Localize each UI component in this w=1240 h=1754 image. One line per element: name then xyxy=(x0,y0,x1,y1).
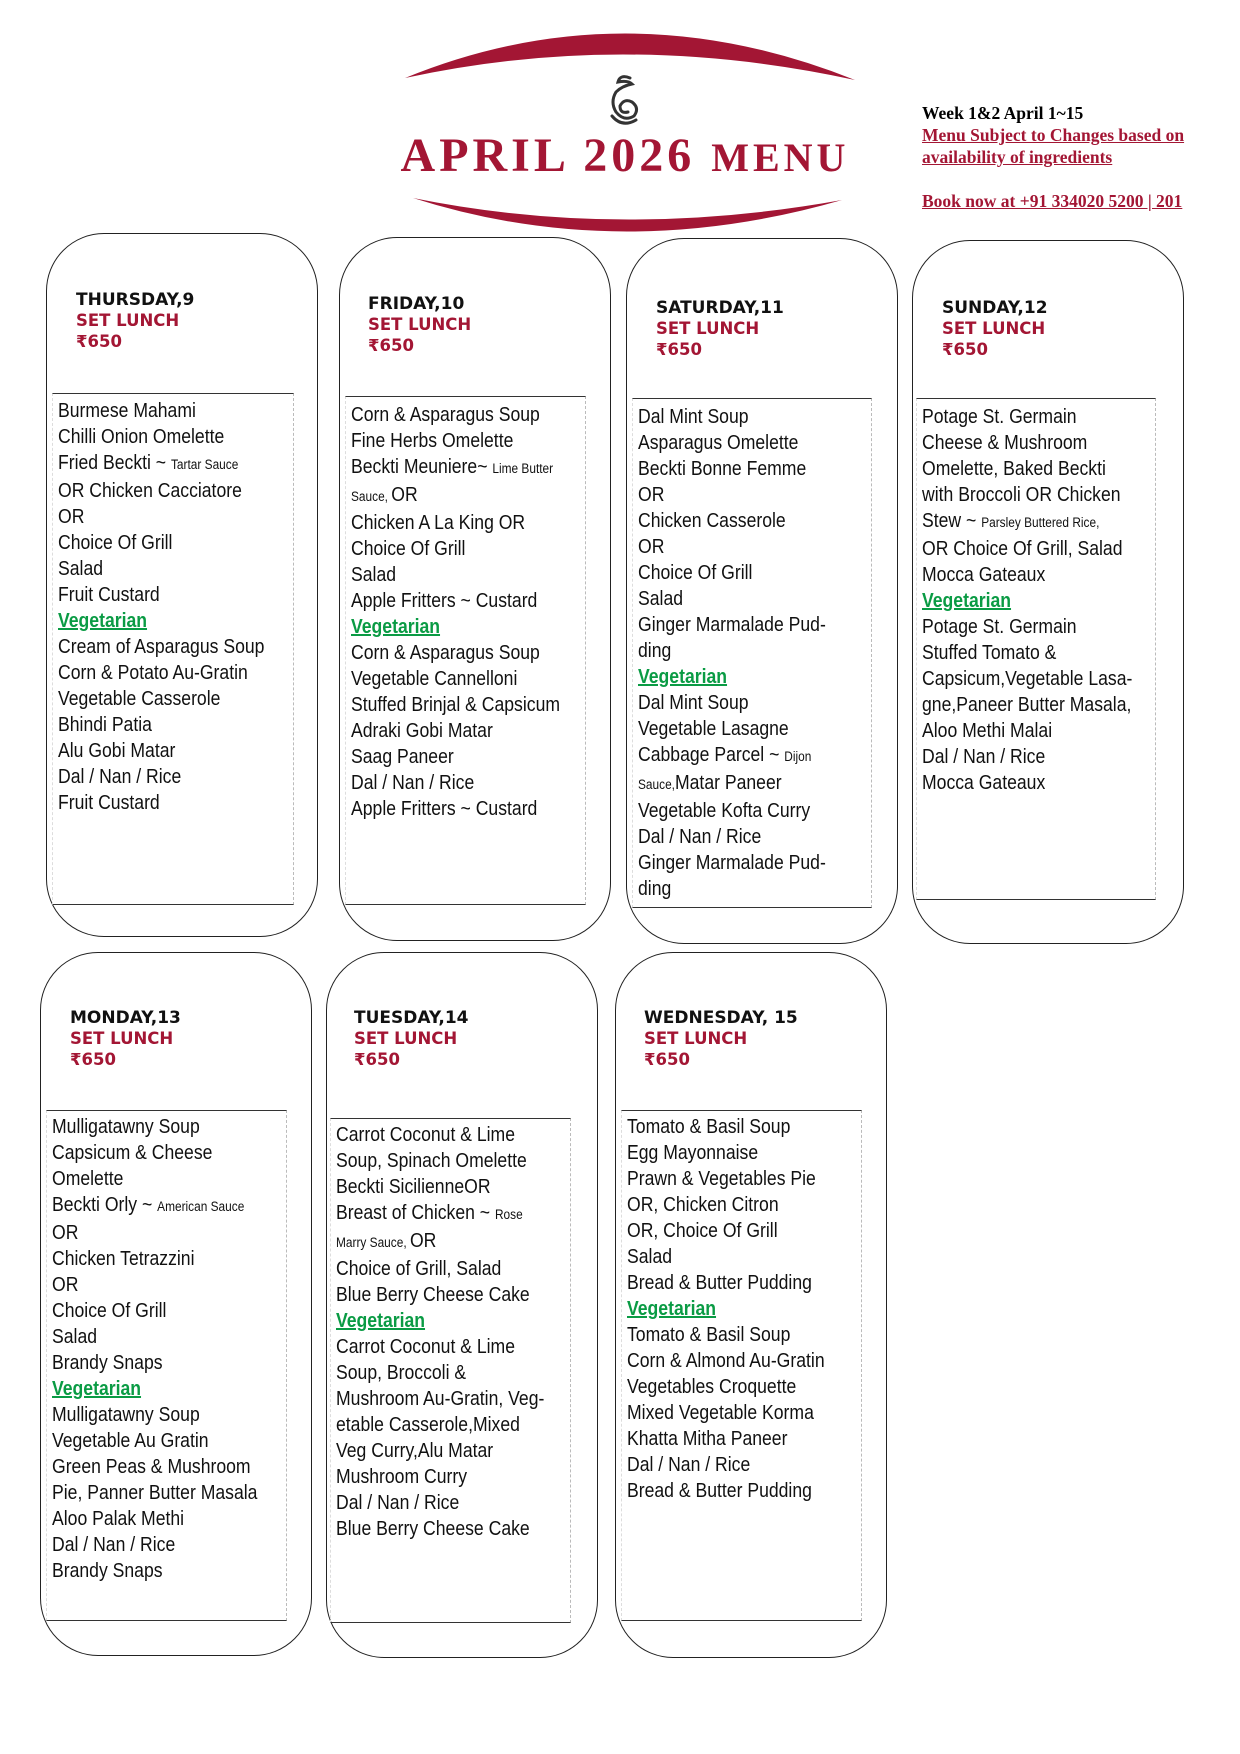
day-title: MONDAY,13 xyxy=(70,1008,181,1028)
menu-item-text: with Broccoli OR Chicken xyxy=(922,484,1121,506)
menu-item xyxy=(922,718,1132,744)
menu-item xyxy=(52,1298,257,1324)
menu-item xyxy=(336,1386,544,1412)
menu-item-text: Dal / Nan / Rice xyxy=(922,746,1046,768)
menu-item-note: Dijon xyxy=(784,749,812,764)
menu-item xyxy=(638,638,826,664)
menu-item-text: Stuffed Tomato & xyxy=(922,642,1057,664)
menu-item-text: Beckti Orly ~ xyxy=(52,1194,158,1216)
menu-item-note: Parsley Buttered Rice, xyxy=(981,515,1100,530)
menu-item-text: Soup, Broccoli & xyxy=(336,1362,467,1384)
menu-item-text: Alu Gobi Matar xyxy=(58,740,176,762)
menu-item xyxy=(638,430,826,456)
menu-item xyxy=(336,1282,544,1308)
menu-item xyxy=(638,508,826,534)
menu-item-text: Vegetable Kofta Curry xyxy=(638,800,811,822)
menu-item xyxy=(58,424,264,450)
menu-item-note: Tartar Sauce xyxy=(170,457,239,472)
menu-item-text: Fruit Custard xyxy=(58,584,160,606)
menu-item-text: Bhindi Patia xyxy=(58,714,152,736)
menu-item xyxy=(638,586,826,612)
menu-item-text: Omelette xyxy=(52,1168,124,1190)
menu-item xyxy=(922,770,1132,796)
availability-note: Menu Subject to Changes based on availability of ingredients xyxy=(922,125,1185,167)
menu-item-text: Chicken A La King OR xyxy=(351,512,526,534)
menu-item-text: OR xyxy=(52,1274,79,1296)
menu-item xyxy=(336,1174,544,1200)
menu-item xyxy=(52,1192,257,1220)
menu-item xyxy=(52,1454,257,1480)
menu-item-text: Burmese Mahami xyxy=(58,400,196,422)
menu-item xyxy=(58,478,264,504)
menu-item-text: Pie, Panner Butter Masala xyxy=(52,1482,258,1504)
set-lunch-label: SET LUNCH xyxy=(354,1029,458,1048)
menu-item xyxy=(351,770,560,796)
menu-item xyxy=(351,536,560,562)
menu-item xyxy=(638,482,826,508)
menu-item-text: Apple Fritters ~ Custard xyxy=(351,798,538,820)
menu-item-text: Carrot Coconut & Lime xyxy=(336,1124,516,1146)
menu-item-text: OR Choice Of Grill, Salad xyxy=(922,538,1123,560)
menu-item-note: Marry Sauce, xyxy=(336,1235,410,1250)
menu-item-text: Corn & Almond Au-Gratin xyxy=(627,1350,825,1372)
menu-item-text: Breast of Chicken ~ xyxy=(336,1202,495,1224)
menu-item xyxy=(336,1516,544,1542)
menu-item-text: Salad xyxy=(638,588,684,610)
menu-item xyxy=(638,798,826,824)
menu-item xyxy=(922,482,1132,508)
menu-item xyxy=(627,1244,825,1270)
menu-item-text: Capsicum,Vegetable Lasa- xyxy=(922,668,1133,690)
set-lunch-label: SET LUNCH xyxy=(644,1029,748,1048)
menu-item-text: Salad xyxy=(58,558,104,580)
menu-item xyxy=(58,398,264,424)
menu-item xyxy=(922,404,1132,430)
menu-item xyxy=(627,1322,825,1348)
day-title: SATURDAY,11 xyxy=(656,298,784,318)
menu-item-text: OR, Chicken Citron xyxy=(627,1194,779,1216)
menu-item-text: Blue Berry Cheese Cake xyxy=(336,1284,530,1306)
menu-item xyxy=(638,742,826,770)
menu-item xyxy=(58,790,264,816)
vegetarian-heading: Vegetarian xyxy=(336,1310,426,1332)
set-lunch-label: SET LUNCH xyxy=(70,1029,174,1048)
menu-item xyxy=(627,1452,825,1478)
menu-item-text: Saag Paneer xyxy=(351,746,454,768)
price: ₹650 xyxy=(354,1050,400,1069)
menu-list xyxy=(627,1114,825,1504)
menu-item-text: Bread & Butter Pudding xyxy=(627,1480,812,1502)
menu-item-note: American Sauce xyxy=(157,1199,245,1214)
menu-item-text: Mushroom Curry xyxy=(336,1466,468,1488)
day-title: WEDNESDAY, 15 xyxy=(644,1008,798,1028)
menu-item xyxy=(627,1426,825,1452)
menu-item xyxy=(351,402,560,428)
price: ₹650 xyxy=(656,340,702,359)
menu-item xyxy=(336,1490,544,1516)
menu-item-text: etable Casserole,Mixed xyxy=(336,1414,520,1436)
menu-item xyxy=(336,1148,544,1174)
day-card-header xyxy=(368,294,471,356)
menu-item-text: Mulligatawny Soup xyxy=(52,1116,200,1138)
menu-item xyxy=(627,1270,825,1296)
menu-item xyxy=(351,588,560,614)
menu-item xyxy=(351,562,560,588)
menu-item xyxy=(58,556,264,582)
menu-item xyxy=(58,764,264,790)
menu-item xyxy=(351,482,560,510)
menu-item xyxy=(336,1256,544,1282)
day-card-header xyxy=(942,298,1048,360)
menu-item-text: Carrot Coconut & Lime xyxy=(336,1336,516,1358)
menu-item-text: Egg Mayonnaise xyxy=(627,1142,759,1164)
menu-item-text: Cream of Asparagus Soup xyxy=(58,636,265,658)
menu-item xyxy=(58,686,264,712)
menu-item-text: Apple Fritters ~ Custard xyxy=(351,590,538,612)
menu-item-text: Vegetable Casserole xyxy=(58,688,221,710)
menu-item-text: Green Peas & Mushroom xyxy=(52,1456,251,1478)
menu-item xyxy=(351,744,560,770)
menu-item xyxy=(336,1412,544,1438)
menu-item-text: Choice of Grill, Salad xyxy=(336,1258,502,1280)
menu-item-text: Stuffed Brinjal & Capsicum xyxy=(351,694,561,716)
menu-item-text: Chicken Casserole xyxy=(638,510,786,532)
menu-item-text: Khatta Mitha Paneer xyxy=(627,1428,788,1450)
menu-item xyxy=(922,456,1132,482)
menu-item-text: OR xyxy=(638,484,665,506)
day-card-header xyxy=(70,1008,181,1070)
menu-item xyxy=(58,712,264,738)
price: ₹650 xyxy=(76,332,122,351)
menu-item xyxy=(58,582,264,608)
menu-item-text: Ginger Marmalade Pud- xyxy=(638,852,826,874)
menu-item-text: Mixed Vegetable Korma xyxy=(627,1402,814,1424)
vegetarian-heading: Vegetarian xyxy=(52,1378,142,1400)
menu-item-text: OR xyxy=(58,506,85,528)
menu-item xyxy=(922,666,1132,692)
menu-item xyxy=(52,1166,257,1192)
menu-list xyxy=(922,404,1132,796)
menu-item-note: Rose xyxy=(494,1207,523,1222)
menu-list xyxy=(58,398,264,816)
menu-item-text: Brandy Snaps xyxy=(52,1560,163,1582)
day-title: THURSDAY,9 xyxy=(76,290,195,310)
menu-item xyxy=(351,718,560,744)
menu-item-text: OR xyxy=(638,536,665,558)
menu-item xyxy=(922,508,1132,536)
menu-list xyxy=(638,404,826,902)
menu-list xyxy=(336,1122,544,1542)
menu-item xyxy=(336,1334,544,1360)
menu-item xyxy=(52,1220,257,1246)
menu-item-text: Dal / Nan / Rice xyxy=(58,766,182,788)
menu-item xyxy=(52,1114,257,1140)
menu-item xyxy=(52,1532,257,1558)
header-info xyxy=(922,102,1234,212)
menu-item-text: Ginger Marmalade Pud- xyxy=(638,614,826,636)
menu-item-text: Salad xyxy=(351,564,397,586)
menu-item xyxy=(627,1114,825,1140)
menu-item xyxy=(336,1228,544,1256)
day-card-header xyxy=(354,1008,469,1070)
menu-item xyxy=(627,1140,825,1166)
menu-item-text: Potage St. Germain xyxy=(922,616,1077,638)
menu-item xyxy=(922,614,1132,640)
menu-item-text: Dal / Nan / Rice xyxy=(351,772,475,794)
menu-item-text: Dal Mint Soup xyxy=(638,406,749,428)
day-card-header xyxy=(76,290,194,352)
menu-item-text: Corn & Asparagus Soup xyxy=(351,404,540,426)
menu-item-text: Dal / Nan / Rice xyxy=(638,826,762,848)
menu-item-text: Mulligatawny Soup xyxy=(52,1404,200,1426)
price: ₹650 xyxy=(644,1050,690,1069)
menu-item xyxy=(922,744,1132,770)
menu-item-text: Fine Herbs Omelette xyxy=(351,430,514,452)
page-title: APRIL 2026 MENU xyxy=(400,129,850,182)
menu-item xyxy=(638,404,826,430)
menu-item xyxy=(351,640,560,666)
day-title: SUNDAY,12 xyxy=(942,298,1048,318)
menu-item xyxy=(52,1428,257,1454)
menu-item-text: Beckti SicilienneOR xyxy=(336,1176,491,1198)
menu-item xyxy=(58,504,264,530)
menu-item xyxy=(58,660,264,686)
menu-item xyxy=(351,428,560,454)
menu-item xyxy=(627,1348,825,1374)
menu-item-text: Chicken Tetrazzini xyxy=(52,1248,195,1270)
menu-item xyxy=(336,1122,544,1148)
menu-item-text: Beckti Meuniere~ xyxy=(351,456,493,478)
menu-item xyxy=(351,692,560,718)
day-card-header xyxy=(656,298,784,360)
menu-item xyxy=(351,666,560,692)
menu-item xyxy=(627,1166,825,1192)
menu-item xyxy=(922,536,1132,562)
menu-item-text: Dal / Nan / Rice xyxy=(52,1534,176,1556)
menu-item xyxy=(922,692,1132,718)
menu-item xyxy=(638,560,826,586)
menu-item-text: OR xyxy=(409,1230,437,1252)
menu-item-text: Potage St. Germain xyxy=(922,406,1077,428)
menu-item-text: Chilli Onion Omelette xyxy=(58,426,225,448)
menu-item xyxy=(52,1324,257,1350)
menu-item-text: Choice Of Grill xyxy=(638,562,753,584)
set-lunch-label: SET LUNCH xyxy=(656,319,760,338)
menu-item xyxy=(638,716,826,742)
menu-item xyxy=(52,1506,257,1532)
menu-item xyxy=(351,510,560,536)
menu-item xyxy=(336,1438,544,1464)
menu-item-text: Omelette, Baked Beckti xyxy=(922,458,1106,480)
menu-item xyxy=(52,1272,257,1298)
menu-item-text: Vegetable Lasagne xyxy=(638,718,789,740)
menu-item-text: Veg Curry,Alu Matar xyxy=(336,1440,494,1462)
menu-item-text: Dal / Nan / Rice xyxy=(627,1454,751,1476)
menu-item xyxy=(638,770,826,798)
menu-item xyxy=(52,1402,257,1428)
menu-item-text: Mocca Gateaux xyxy=(922,772,1046,794)
menu-item xyxy=(627,1400,825,1426)
menu-item xyxy=(627,1192,825,1218)
price: ₹650 xyxy=(368,336,414,355)
menu-item-text: Dal / Nan / Rice xyxy=(336,1492,460,1514)
menu-item-text: OR xyxy=(52,1222,79,1244)
menu-item xyxy=(922,562,1132,588)
menu-item xyxy=(351,796,560,822)
menu-item xyxy=(627,1374,825,1400)
menu-item-text: Soup, Spinach Omelette xyxy=(336,1150,527,1172)
vegetarian-heading: Vegetarian xyxy=(351,616,441,638)
menu-item xyxy=(58,738,264,764)
vegetarian-heading: Vegetarian xyxy=(638,666,728,688)
menu-item-text: Beckti Bonne Femme xyxy=(638,458,807,480)
menu-item-text: gne,Paneer Butter Masala, xyxy=(922,694,1132,716)
price: ₹650 xyxy=(70,1050,116,1069)
menu-item xyxy=(627,1478,825,1504)
menu-item xyxy=(638,456,826,482)
menu-item-text: Corn & Asparagus Soup xyxy=(351,642,540,664)
menu-item-text: Vegetables Croquette xyxy=(627,1376,797,1398)
menu-item xyxy=(638,612,826,638)
menu-item-text: Aloo Palak Methi xyxy=(52,1508,185,1530)
day-title: FRIDAY,10 xyxy=(368,294,465,314)
menu-item-text: Brandy Snaps xyxy=(52,1352,163,1374)
menu-list xyxy=(351,402,560,822)
menu-item-text: Salad xyxy=(627,1246,673,1268)
menu-item xyxy=(638,876,826,902)
menu-item xyxy=(336,1200,544,1228)
menu-item xyxy=(336,1360,544,1386)
menu-item xyxy=(922,640,1132,666)
menu-item-text: Asparagus Omelette xyxy=(638,432,799,454)
price: ₹650 xyxy=(942,340,988,359)
day-title: TUESDAY,14 xyxy=(354,1008,469,1028)
menu-item xyxy=(638,824,826,850)
menu-item-text: OR Chicken Cacciatore xyxy=(58,480,242,502)
menu-item-text: Tomato & Basil Soup xyxy=(627,1116,791,1138)
booking-link[interactable]: Book now at +91 334020 5200 | 201 xyxy=(922,191,1183,211)
set-lunch-label: SET LUNCH xyxy=(76,311,180,330)
menu-item-note: Sauce, xyxy=(351,489,392,504)
menu-item xyxy=(922,430,1132,456)
menu-item-text: ding xyxy=(638,878,672,900)
set-lunch-label: SET LUNCH xyxy=(942,319,1046,338)
week-range: Week 1&2 April 1~15 xyxy=(922,103,1084,123)
menu-item-text: Tomato & Basil Soup xyxy=(627,1324,791,1346)
menu-item-note: Lime Butter xyxy=(492,461,554,476)
restaurant-logo-icon xyxy=(602,72,644,130)
menu-item xyxy=(638,850,826,876)
menu-item-text: Dal Mint Soup xyxy=(638,692,749,714)
vegetarian-heading: Vegetarian xyxy=(922,590,1012,612)
menu-item-text: Mushroom Au-Gratin, Veg- xyxy=(336,1388,545,1410)
menu-item xyxy=(638,690,826,716)
menu-item-text: Prawn & Vegetables Pie xyxy=(627,1168,816,1190)
menu-item xyxy=(627,1218,825,1244)
menu-item xyxy=(638,534,826,560)
menu-item-text: Vegetable Au Gratin xyxy=(52,1430,209,1452)
menu-item-text: Stew ~ xyxy=(922,510,982,532)
menu-item-text: Mocca Gateaux xyxy=(922,564,1046,586)
menu-item-text: Adraki Gobi Matar xyxy=(351,720,493,742)
menu-item-text: Choice Of Grill xyxy=(52,1300,167,1322)
menu-item xyxy=(351,454,560,482)
menu-item xyxy=(52,1350,257,1376)
menu-item-text: Bread & Butter Pudding xyxy=(627,1272,812,1294)
menu-item-text: OR xyxy=(391,484,418,506)
menu-item xyxy=(58,634,264,660)
vegetarian-heading: Vegetarian xyxy=(627,1298,717,1320)
menu-item-text: Cabbage Parcel ~ xyxy=(638,744,785,766)
menu-item xyxy=(52,1246,257,1272)
menu-item-note: Sauce, xyxy=(638,777,675,792)
menu-item-text: Fried Beckti ~ xyxy=(58,452,171,474)
menu-item-text: Capsicum & Cheese xyxy=(52,1142,213,1164)
day-card-header xyxy=(644,1008,798,1070)
menu-item xyxy=(58,450,264,478)
menu-item-text: Vegetable Cannelloni xyxy=(351,668,518,690)
menu-item-text: Choice Of Grill xyxy=(58,532,173,554)
menu-item-text: Aloo Methi Malai xyxy=(922,720,1053,742)
menu-item-text: Cheese & Mushroom xyxy=(922,432,1088,454)
menu-item xyxy=(52,1480,257,1506)
vegetarian-heading: Vegetarian xyxy=(58,610,148,632)
menu-item xyxy=(52,1558,257,1584)
set-lunch-label: SET LUNCH xyxy=(368,315,472,334)
menu-item-text: ding xyxy=(638,640,672,662)
menu-item-text: Fruit Custard xyxy=(58,792,160,814)
menu-item-text: Salad xyxy=(52,1326,98,1348)
menu-item xyxy=(336,1464,544,1490)
menu-item-text: Blue Berry Cheese Cake xyxy=(336,1518,530,1540)
menu-item xyxy=(52,1140,257,1166)
menu-item xyxy=(58,530,264,556)
menu-item-text: Corn & Potato Au-Gratin xyxy=(58,662,248,684)
menu-item-text: Choice Of Grill xyxy=(351,538,466,560)
menu-item-text: OR, Choice Of Grill xyxy=(627,1220,778,1242)
menu-item-text: Matar Paneer xyxy=(674,772,782,794)
menu-list xyxy=(52,1114,257,1584)
